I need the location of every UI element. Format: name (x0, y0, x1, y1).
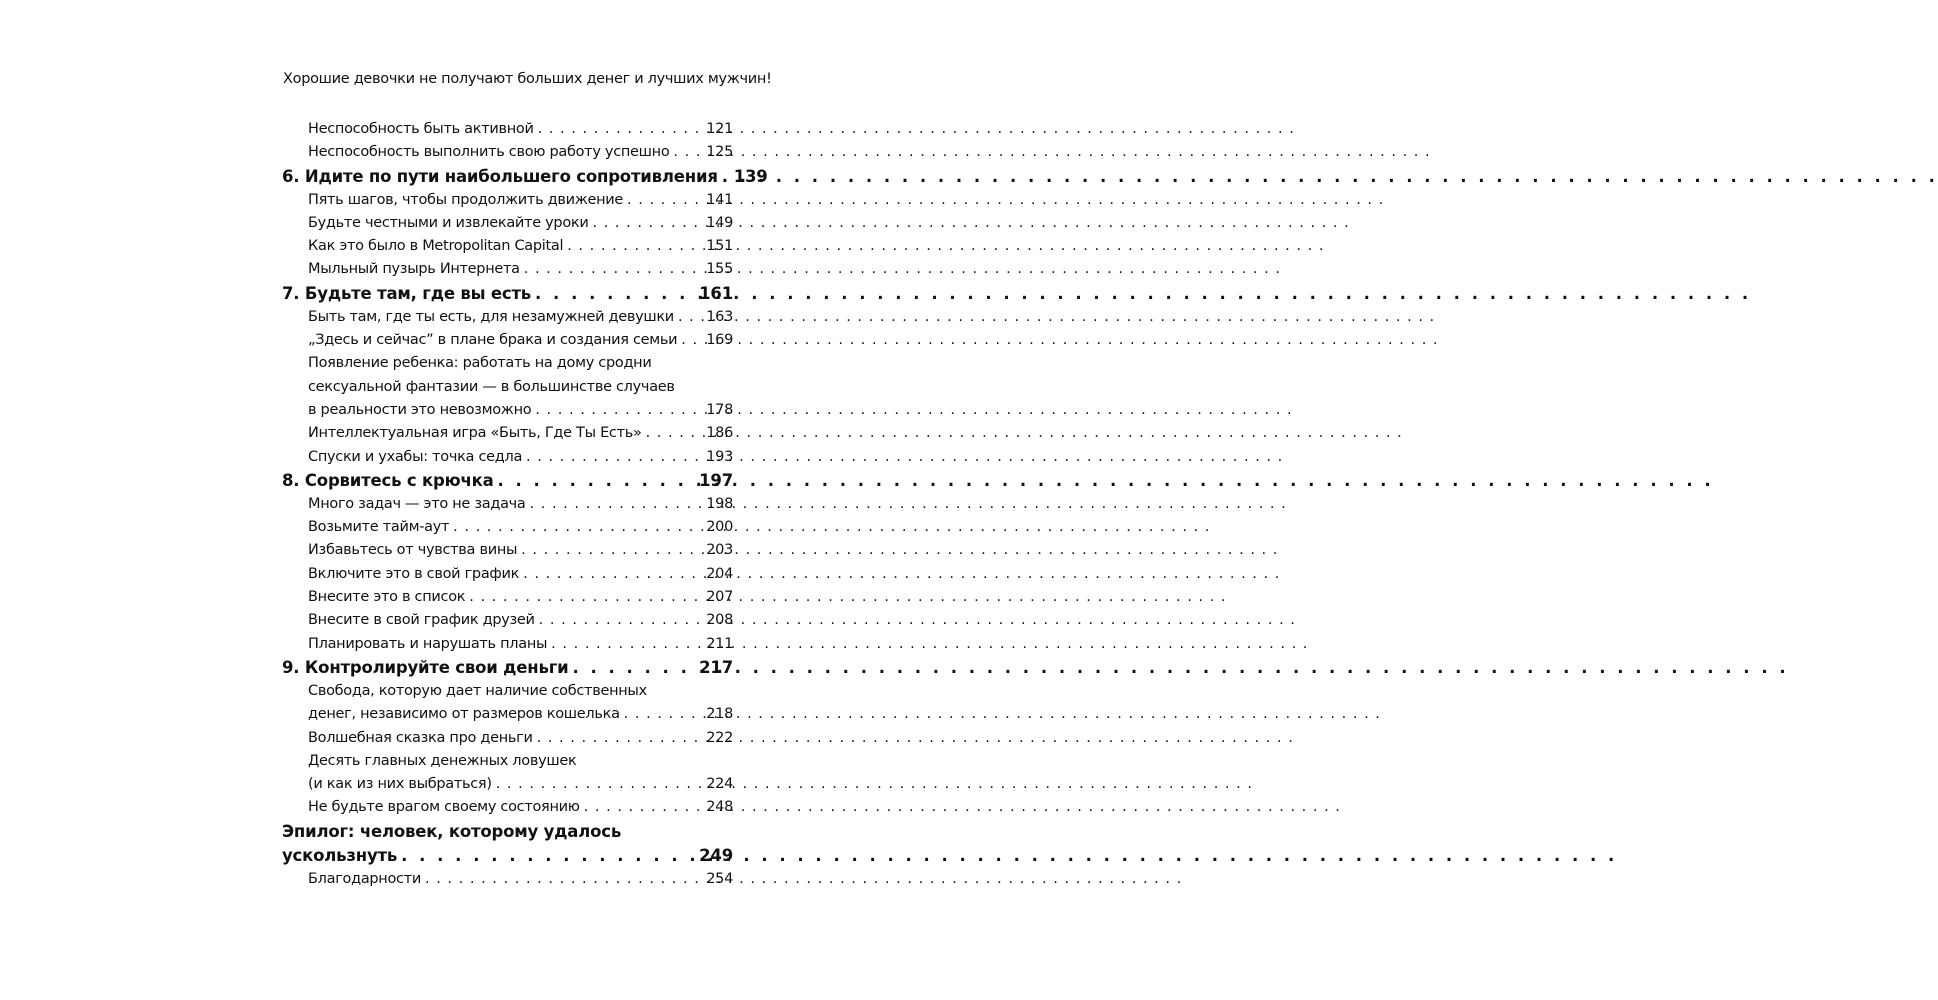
toc-entry-title: 7. Будьте там, где вы есть (282, 283, 532, 303)
toc-entry-title: 8. Сорвитесь с крючка (282, 470, 494, 490)
toc-page-number: 178 (706, 401, 733, 418)
toc-entry-title: Избавьтесь от чувства вины (308, 542, 518, 559)
toc-page-number: 249 (699, 845, 733, 865)
toc-section-entry (282, 306, 733, 329)
toc-entry-title: Неспособность выполнить свою работу успешно (308, 144, 670, 161)
toc-entry-title: Внесите в свой график друзей (308, 612, 535, 629)
toc-entry-title-line: Эпилог: человек, которому удалось (282, 821, 622, 841)
toc-entry-title: Неспособность быть активной (308, 121, 534, 137)
toc-section-entry (282, 258, 733, 281)
toc-section-entry (282, 563, 733, 586)
toc-chapter-entry (282, 656, 733, 680)
toc-section-entry (282, 118, 733, 141)
dot-leader (627, 189, 702, 212)
dot-leader (551, 633, 702, 656)
dot-leader (496, 773, 703, 796)
toc-page-number: 204 (706, 565, 733, 582)
dot-leader (567, 235, 702, 258)
toc-entry-title: Планировать и нарушать планы (308, 635, 548, 652)
dot-leader (526, 446, 702, 469)
toc-section-entry (282, 796, 733, 819)
toc-section-entry (282, 493, 733, 516)
dot-leader (535, 282, 695, 306)
toc-entry-title: Мыльный пузырь Интернета (308, 261, 520, 278)
toc-entry-title-line: Появление ребенка: работать на дому сродни (308, 355, 652, 372)
dot-leader (573, 656, 696, 680)
dot-leader (498, 469, 696, 493)
dot-leader (530, 493, 703, 516)
toc-page-number: 207 (706, 589, 733, 606)
toc-section-entry (282, 235, 733, 258)
toc-section-entry (282, 422, 733, 445)
toc-page-number: 141 (706, 191, 733, 208)
toc-page-number: 200 (706, 519, 733, 536)
toc-entry-title: Быть там, где ты есть, для незамужней девушки (308, 308, 674, 325)
toc-section-entry (282, 329, 733, 352)
dot-leader (521, 539, 702, 562)
toc-chapter-entry (282, 165, 768, 189)
toc-section-entry (282, 633, 733, 656)
dot-leader (673, 141, 702, 164)
dot-leader (469, 586, 702, 609)
dot-leader (453, 516, 702, 539)
toc-page-number: 149 (706, 214, 733, 231)
toc-chapter-entry (282, 469, 733, 493)
toc-entry-title: Как это было в Metropolitan Capital (308, 238, 564, 255)
toc-chapter-entry (282, 820, 733, 868)
toc-entry-title: 6. Идите по пути наибольшего сопротивления (282, 166, 718, 186)
toc-page-number: 254 (706, 870, 733, 887)
toc-page-number: 222 (706, 729, 733, 746)
toc-entry-title: Пять шагов, чтобы продолжить движение (308, 191, 624, 208)
toc-entry-title: 9. Контролируйте свои деньги (282, 657, 569, 677)
toc-entry-title-line: Свобода, которую дает наличие собственных (308, 682, 647, 699)
toc-page-number: 139 (733, 166, 768, 186)
dot-leader (524, 258, 702, 281)
toc-section-entry (282, 141, 733, 164)
dot-leader (681, 329, 702, 352)
dot-leader (425, 868, 702, 891)
toc-section-entry (282, 212, 733, 235)
toc-section-entry (282, 189, 733, 212)
dot-leader (722, 165, 730, 189)
toc-entry-title: денег, независимо от размеров кошелька (308, 706, 620, 723)
toc-section-entry (282, 680, 733, 727)
dot-leader (624, 703, 703, 726)
toc-page-number: 125 (706, 144, 733, 161)
toc-entry-title: Внесите это в список (308, 589, 466, 606)
toc-page-number: 193 (706, 448, 733, 465)
toc-page-number: 169 (706, 332, 733, 349)
toc-page-number: 121 (706, 121, 733, 137)
toc-page-number: 151 (706, 238, 733, 255)
toc-page-number: 203 (706, 542, 733, 559)
toc-entry-title: Интеллектуальная игра «Быть, Где Ты Есть» (308, 425, 642, 442)
toc-page-number: 161 (699, 283, 733, 303)
dot-leader (592, 212, 702, 235)
toc-entry-title: „Здесь и сейчас” в плане брака и создания семьи (308, 332, 678, 349)
toc-section-entry (282, 539, 733, 562)
dot-leader (537, 727, 703, 750)
toc-page-number: 197 (699, 470, 733, 490)
dot-leader (538, 118, 703, 141)
toc-entry-title: в реальности это невозможно (308, 401, 532, 418)
toc-page-number: 155 (706, 261, 733, 278)
toc-page-number: 248 (706, 799, 733, 816)
toc-section-entry (282, 868, 733, 891)
dot-leader (401, 844, 695, 868)
toc-entry-title: Будьте честными и извлекайте уроки (308, 214, 589, 231)
toc-entry-title: Благодарности (308, 870, 421, 887)
dot-leader (523, 563, 702, 586)
toc-entry-title: (и как из них выбраться) (308, 776, 492, 793)
toc-page-number: 224 (706, 776, 733, 793)
dot-leader (678, 306, 702, 329)
toc-entry-title: ускользнуть (282, 845, 398, 865)
toc-entry-title: Не будьте врагом своему состоянию (308, 799, 580, 816)
toc-entry-title: Включите это в свой график (308, 565, 520, 582)
toc-section-entry (282, 609, 733, 632)
toc-page-number: 211 (706, 635, 733, 652)
toc-entry-title-line: сексуальной фантазии — в большинстве случаев (308, 378, 675, 395)
dot-leader (539, 609, 703, 632)
toc-section-entry (282, 750, 733, 797)
toc-section-entry (282, 586, 733, 609)
dot-leader (584, 796, 703, 819)
toc-page-number: 218 (706, 706, 733, 723)
toc-page-number: 217 (699, 657, 733, 677)
toc-section-entry (282, 352, 733, 422)
toc-entry-title: Волшебная сказка про деньги (308, 729, 533, 746)
dot-leader (646, 422, 703, 445)
toc-chapter-entry (282, 282, 733, 306)
toc-page-number: 163 (706, 308, 733, 325)
toc-entry-title: Спуски и ухабы: точка седла (308, 448, 523, 465)
toc-entry-title-line: Десять главных денежных ловушек (308, 752, 577, 769)
toc-section-entry (282, 446, 733, 469)
toc-page-number: 198 (706, 495, 733, 512)
table-of-contents (282, 118, 768, 891)
toc-entry-title: Возьмите тайм-аут (308, 519, 450, 536)
toc-section-entry (282, 516, 733, 539)
dot-leader (535, 399, 702, 422)
toc-page-number: 208 (706, 612, 733, 629)
toc-page-number: 186 (706, 425, 733, 442)
toc-entry-title: Много задач — это не задача (308, 495, 526, 512)
running-header: Хорошие девочки не получают больших денег и лучших мужчин! (283, 71, 772, 87)
toc-section-entry (282, 727, 733, 750)
